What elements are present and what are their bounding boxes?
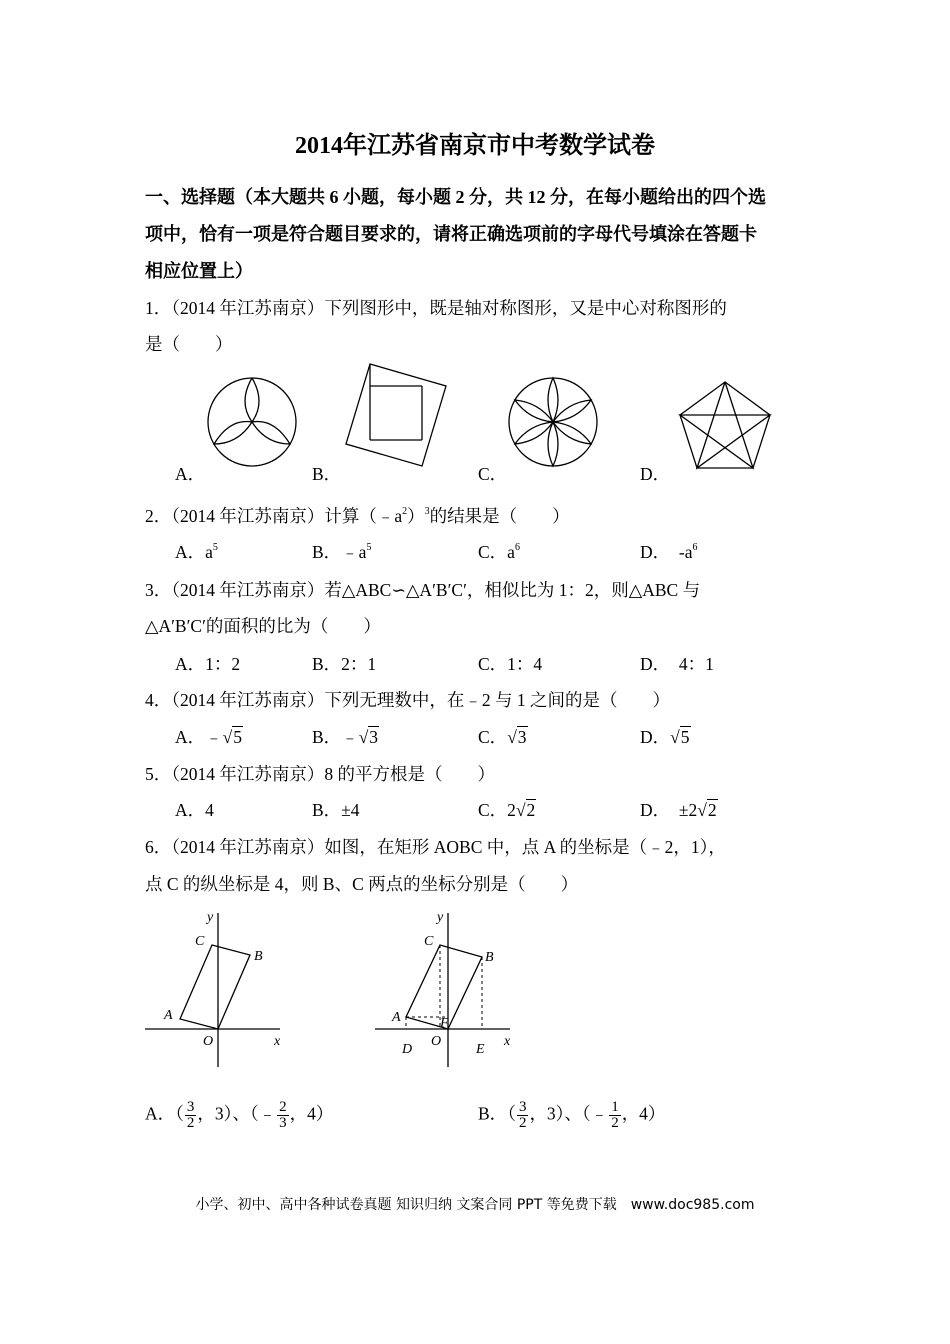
section-heading-line2: 项中，恰有一项是符合题目要求的，请将正确选项前的字母代号填涂在答题卡 [145, 224, 757, 244]
q1-stem-line1: 1．（2014 年江苏南京）下列图形中，既是轴对称图形，又是中心对称图形的 [145, 298, 727, 318]
q3-stem-line1: 3．（2014 年江苏南京）若△ABC∽△A′B′C′，相似比为 1：2，则△ABC 与 [145, 580, 701, 600]
q5-stem: 5．（2014 年江苏南京）8 的平方根是（ ） [145, 764, 495, 784]
fig2-label-a: A [392, 1010, 401, 1025]
q6-figure-2 [370, 905, 520, 1070]
q5-option-b[interactable]: B．±4 [312, 800, 360, 820]
q1-option-c[interactable]: C． [478, 464, 508, 484]
fig1-label-o: O [203, 1034, 214, 1049]
q5-option-a[interactable]: A．4 [175, 800, 214, 820]
page-footer: 小学、初中、高中各种试卷真题 知识归纳 文案合同 PPT 等免费下载 www.doc985.com [195, 1197, 755, 1213]
q1-figure-b [340, 360, 450, 472]
fig1-label-b: B [254, 949, 263, 964]
q6-stem-line1: 6．（2014 年江苏南京）如图，在矩形 AOBC 中，点 A 的坐标是（﹣2，1）， [145, 837, 726, 857]
q3-option-a[interactable]: A．1：2 [175, 654, 241, 674]
q3-option-d[interactable]: D． 4：1 [640, 654, 714, 674]
fig1-label-y: y [207, 910, 214, 925]
q4-option-b[interactable]: B．﹣√3 [312, 727, 379, 747]
q6-option-a[interactable]: A．（ $\frac{3}{2}$ ，3）、（﹣ $\frac{2}{3}$ ，4） [145, 1099, 334, 1131]
q6-stem-line2: 点 C 的纵坐标是 4，则 B、C 两点的坐标分别是（ ） [145, 874, 579, 894]
fig2-label-b: B [485, 950, 494, 965]
fig2-label-x: x [504, 1034, 511, 1049]
fig1-label-a: A [164, 1008, 173, 1023]
q1-option-b[interactable]: B． [312, 464, 342, 484]
fig2-label-c: C [424, 934, 434, 949]
section-heading-line1: 一、选择题（本大题共 6 小题，每小题 2 分，共 12 分，在每小题给出的四个选 [145, 187, 766, 207]
q6-option-b[interactable]: B．（ $\frac{3}{2}$ ，3）、（﹣ $\frac{1}{2}$ ，4） [478, 1099, 666, 1131]
q3-option-c[interactable]: C．1：4 [478, 654, 543, 674]
q1-figure-d [675, 378, 775, 472]
q1-option-d[interactable]: D． [640, 464, 671, 484]
fig2-label-y: y [437, 910, 444, 925]
q3-stem-line2: △A′B′C′的面积的比为（ ） [145, 616, 381, 636]
q2-option-c[interactable]: C．$a^6$ [478, 542, 520, 562]
q2-stem: 2．（2014 年江苏南京）计算$(﹣a^2)^3$的结果是（ ） [145, 506, 570, 526]
q2-option-b[interactable]: B．$﹣a^5$ [312, 542, 372, 562]
section-heading-line3: 相应位置上） [145, 261, 253, 281]
q1-figure-c [503, 372, 603, 472]
q4-option-a[interactable]: A．﹣√5 [175, 727, 242, 747]
q1-stem-line2: 是（ ） [145, 334, 233, 354]
fig2-label-f: F [440, 1016, 449, 1031]
q1-option-a[interactable]: A． [175, 464, 206, 484]
q4-option-d[interactable]: D．√5 [640, 727, 690, 747]
fig1-label-c: C [195, 934, 205, 949]
fig1-label-x: x [274, 1034, 281, 1049]
page-title: 2014年江苏省南京市中考数学试卷 [295, 133, 655, 159]
q3-option-b[interactable]: B．2：1 [312, 654, 377, 674]
q2-option-a[interactable]: A．$a^5$ [175, 542, 218, 562]
q4-option-c[interactable]: C．√3 [478, 727, 527, 747]
q5-option-d[interactable]: D． ±2√2 [640, 800, 717, 820]
q5-option-c[interactable]: C．2√2 [478, 800, 536, 820]
q2-option-d[interactable]: D． $-a^6$ [640, 542, 698, 562]
fig2-label-e: E [476, 1042, 485, 1057]
q4-stem: 4．（2014 年江苏南京）下列无理数中，在﹣2 与 1 之间的是（ ） [145, 690, 670, 710]
q6-figure-1 [140, 905, 290, 1070]
fig2-label-o: O [431, 1034, 442, 1049]
q1-figure-a [200, 372, 305, 472]
fig2-label-d: D [402, 1042, 413, 1057]
